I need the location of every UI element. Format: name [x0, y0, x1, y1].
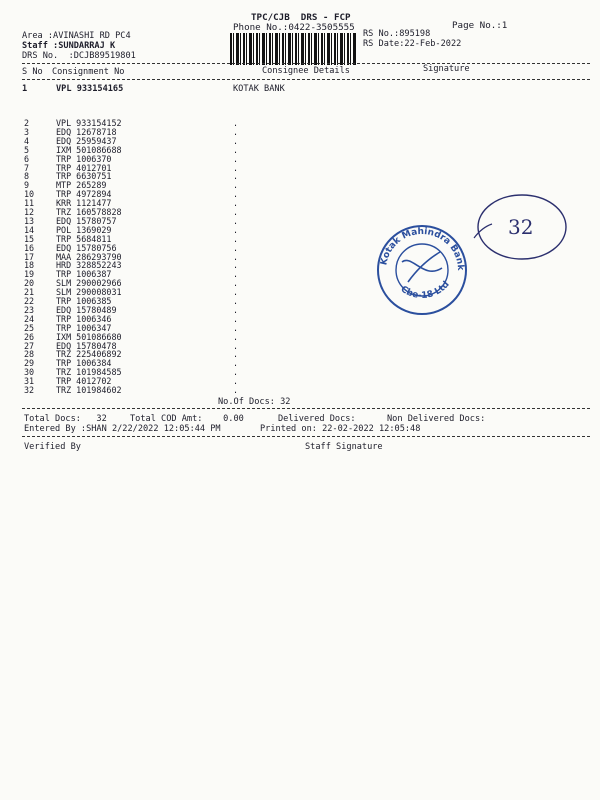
- row-consignee-marker: .: [233, 242, 239, 253]
- row-sno: 13: [24, 215, 35, 226]
- row-consignment: TRP 1006347: [56, 322, 112, 333]
- row-consignee-marker: .: [233, 153, 239, 164]
- row-consignment: TRP 1006370: [56, 153, 112, 164]
- column-header-sno: S No: [22, 67, 43, 77]
- row-consignee-marker: .: [233, 180, 239, 191]
- total-docs: Total Docs: 32: [24, 414, 107, 424]
- entered-by: Entered By :SHAN 2/22/2022 12:05:44 PM: [24, 424, 221, 434]
- printed-on: Printed on: 22-02-2022 12:05:48: [260, 424, 421, 434]
- row-consignment: TRP 1006384: [56, 358, 112, 369]
- row-consignment: HRD 328852243: [56, 260, 122, 271]
- row-consignee-marker: .: [233, 224, 239, 235]
- row-sno: 11: [24, 198, 35, 209]
- row-consignee-marker: .: [233, 260, 239, 271]
- bank-stamp: [372, 218, 472, 318]
- row-consignment: TRP 1006385: [56, 296, 112, 306]
- row-sno: 27: [24, 340, 35, 351]
- phone-number: Phone No.:0422-3505555: [233, 22, 355, 33]
- row-consignee-marker: .: [233, 349, 239, 360]
- row-sno: 15: [24, 233, 35, 244]
- column-header-signature: Signature: [423, 64, 470, 74]
- verified-by: Verified By: [24, 442, 81, 452]
- divider: [22, 63, 590, 64]
- row-consignee-marker: .: [233, 189, 239, 200]
- row-consignee-marker: .: [233, 287, 239, 298]
- row-consignment: EDQ 15780489: [56, 304, 117, 315]
- document-title: TPC/CJB DRS - FCP: [251, 12, 351, 23]
- row-consignee-marker: .: [233, 340, 239, 351]
- row-consignee-marker: .: [233, 331, 239, 342]
- row-sno: 19: [24, 269, 35, 280]
- rs-date: RS Date:22-Feb-2022: [363, 39, 462, 49]
- row-consignee-marker: .: [233, 385, 239, 395]
- row-consignee-marker: .: [233, 162, 239, 173]
- row-consignment: KRR 1121477: [56, 198, 112, 209]
- row-consignee-marker: .: [233, 304, 239, 315]
- row-sno: 29: [24, 358, 35, 369]
- row-sno: 10: [24, 189, 35, 200]
- row-sno: 26: [24, 331, 35, 342]
- row-consignment: TRP 4012701: [56, 162, 112, 173]
- row-consignment: EDQ 15780757: [56, 215, 117, 226]
- row-consignee-marker: .: [233, 126, 239, 137]
- row-sno: 8: [24, 171, 30, 182]
- row-sno: 30: [24, 367, 35, 378]
- row-consignee-marker: .: [233, 118, 239, 128]
- row-consignee-marker: .: [233, 198, 239, 209]
- row-consignment: TRP 5684811: [56, 233, 112, 244]
- row-consignment: MTP 265289: [56, 180, 107, 191]
- delivered-docs: Delivered Docs:: [278, 414, 356, 424]
- stamp-text-bottom: Cbe-18 Ltd: [398, 279, 452, 302]
- row-consignment: IXM 501086680: [56, 331, 122, 342]
- row-consignee-marker: .: [233, 171, 239, 182]
- row-sno: 12: [24, 207, 35, 217]
- handwritten-mark: [472, 190, 572, 264]
- row-consignee-marker: .: [233, 269, 239, 280]
- staff-field: Staff :SUNDARRAJ K: [22, 41, 116, 51]
- no-of-docs: No.Of Docs: 32: [218, 397, 291, 407]
- rs-number: RS No.:895198: [363, 29, 431, 39]
- row-sno: 32: [24, 385, 35, 395]
- row-consignment: POL 1369029: [56, 224, 112, 235]
- row-consignee-marker: .: [233, 135, 239, 146]
- row-sno: 7: [24, 162, 30, 173]
- row-sno: 24: [24, 313, 35, 324]
- row-consignment: TRP 1006346: [56, 313, 112, 324]
- row-consignee-marker: .: [233, 313, 239, 324]
- row-sno: 4: [24, 135, 30, 146]
- row-sno: 22: [24, 296, 35, 306]
- row-consignment: TRZ 101984602: [56, 385, 122, 395]
- row-consignee-marker: .: [233, 376, 239, 387]
- row-sno: 21: [24, 287, 35, 298]
- row-sno: 6: [24, 153, 30, 164]
- drs-number: DRS No. :DCJB89519801: [22, 51, 136, 61]
- row-sno: 16: [24, 242, 35, 253]
- total-cod-amount: Total COD Amt: 0.00: [130, 414, 244, 424]
- row-consignee-marker: .: [233, 251, 239, 262]
- row-consignee-marker: .: [233, 367, 239, 378]
- row-sno: 5: [24, 144, 30, 155]
- barcode-image: [230, 33, 356, 65]
- row-consignee: KOTAK BANK: [233, 84, 285, 94]
- row-consignment: EDQ 25959437: [56, 135, 117, 146]
- row-consignee-marker: .: [233, 144, 239, 155]
- row-consignee-marker: .: [233, 278, 239, 289]
- area-field: Area :AVINASHI RD PC4: [22, 31, 131, 41]
- row-consignment: TRZ 225406892: [56, 349, 122, 360]
- row-sno: 18: [24, 260, 35, 271]
- row-consignee-marker: .: [233, 322, 239, 333]
- divider: [22, 79, 590, 80]
- stamp-text-top: Kotak Mahindra Bank: [379, 226, 466, 271]
- handwritten-number: 32: [508, 215, 534, 239]
- row-consignment: TRP 4972894: [56, 189, 112, 200]
- row-sno: 3: [24, 126, 30, 137]
- table-row: [0, 386, 600, 395]
- row-sno: 1: [22, 84, 28, 94]
- row-consignment: TRP 1006387: [56, 269, 112, 280]
- row-consignment: MAA 286293790: [56, 251, 122, 262]
- row-sno: 23: [24, 304, 35, 315]
- row-consignment: VPL 933154165: [56, 84, 124, 94]
- row-consignee-marker: .: [233, 358, 239, 369]
- row-sno: 14: [24, 224, 35, 235]
- row-consignment: EDQ 12678718: [56, 126, 117, 137]
- row-sno: 20: [24, 278, 35, 289]
- row-consignment: SLM 290002966: [56, 278, 122, 289]
- divider: [22, 408, 590, 409]
- row-sno: 25: [24, 322, 35, 333]
- staff-signature: Staff Signature: [305, 442, 383, 452]
- row-consignment: VPL 933154152: [56, 118, 122, 128]
- row-consignment: EDQ 15780478: [56, 340, 117, 351]
- row-consignment: SLM 290008031: [56, 287, 122, 298]
- row-sno: 9: [24, 180, 30, 191]
- divider: [22, 436, 590, 437]
- row-consignee-marker: .: [233, 233, 239, 244]
- column-header-consignment: Consignment No: [52, 67, 125, 77]
- row-sno: 28: [24, 349, 35, 360]
- non-delivered-docs: Non Delivered Docs:: [387, 414, 486, 424]
- page-number: Page No.:1: [452, 20, 508, 31]
- svg-text:Cbe-18 Ltd: [399, 280, 452, 301]
- row-sno: 31: [24, 376, 35, 387]
- row-consignment: TRZ 160578828: [56, 207, 122, 217]
- row-consignee-marker: .: [233, 296, 239, 306]
- row-consignment: TRP 4012702: [56, 376, 112, 387]
- row-consignment: IXM 501086688: [56, 144, 122, 155]
- row-sno: 2: [24, 118, 30, 128]
- row-consignment: TRP 6630751: [56, 171, 112, 182]
- row-consignee-marker: .: [233, 207, 239, 217]
- column-header-consignee: Consignee Details: [262, 66, 350, 76]
- row-consignee-marker: .: [233, 215, 239, 226]
- row-sno: 17: [24, 251, 35, 262]
- row-consignment: TRZ 101984585: [56, 367, 122, 378]
- row-consignment: EDQ 15780756: [56, 242, 117, 253]
